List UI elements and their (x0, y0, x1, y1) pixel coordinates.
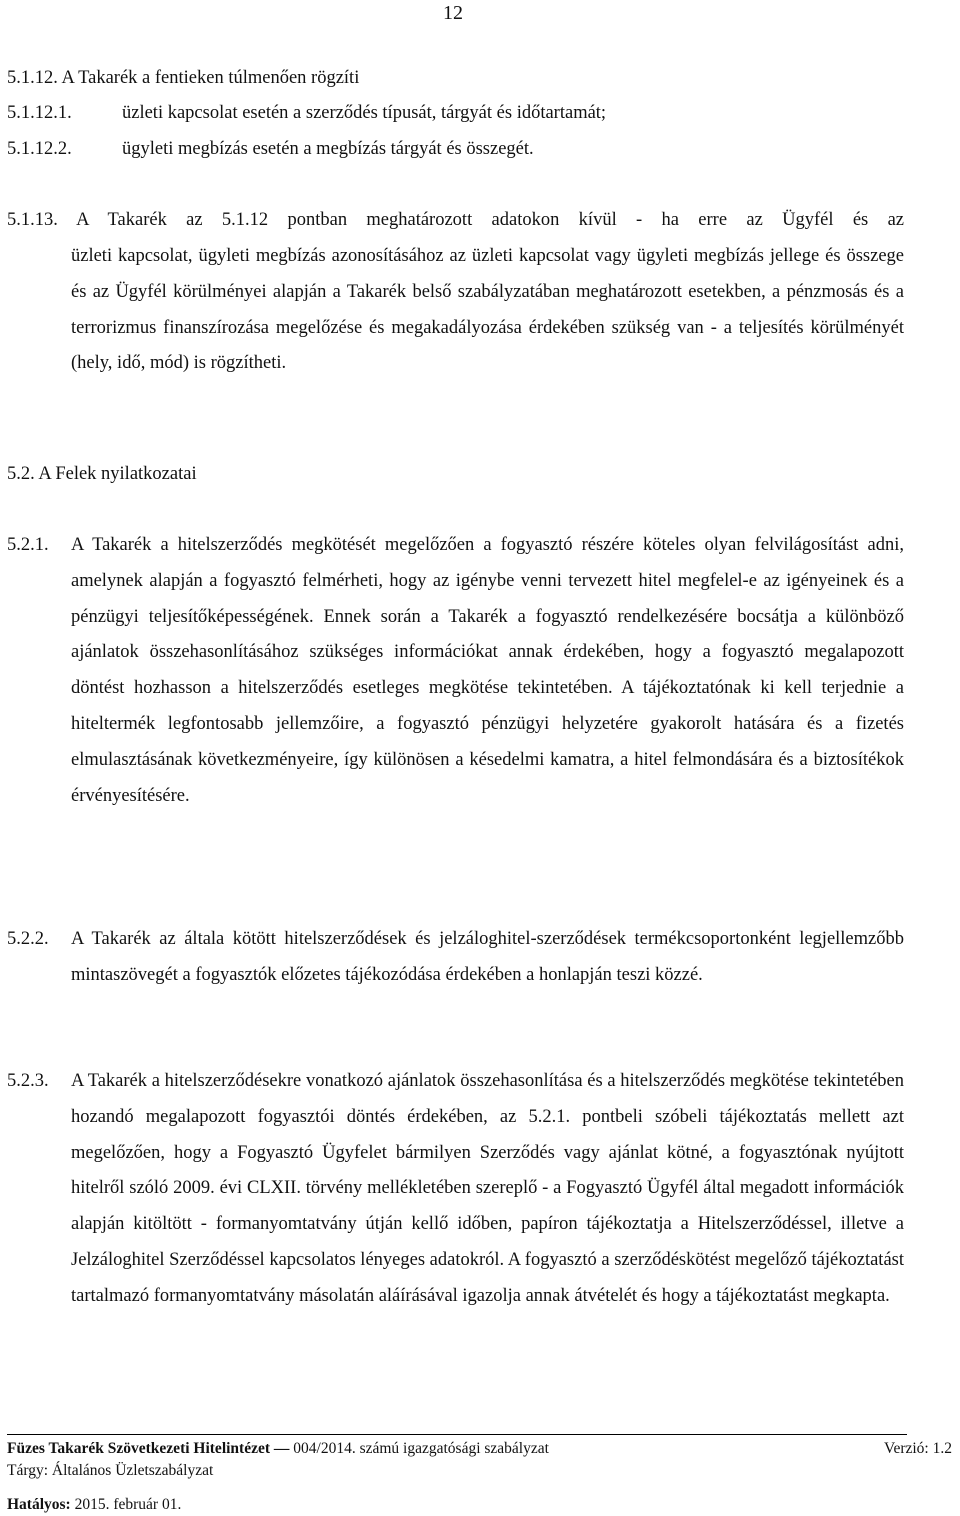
section-5-2-2-text: A Takarék az általa kötött hitelszerződések és jelzáloghitel-szerződések termékcsoportonként legjellemzőbb mintaszövegét a fogyasztók előzetes tájékozódása érdekében a honlapján teszi közzé. (71, 929, 904, 985)
footer-effective-label: Hatályos: (7, 1496, 71, 1513)
section-number-5-2-2: 5.2.2. (7, 929, 49, 949)
footer-subject: Tárgy: Általános Üzletszabályzat (7, 1462, 214, 1479)
item-number: 5.1.12.1. (7, 103, 72, 123)
footer-effective (7, 1496, 181, 1514)
section-heading-5-2: 5.2. A Felek nyilatkozatai (7, 464, 197, 484)
item-number: 5.1.12.2. (7, 139, 72, 159)
footer-effective-date: 2015. február 01. (70, 1496, 182, 1513)
section-5-1-13-first-line: 5.1.13. A Takarék az 5.1.12 pontban meghatározott adatokon kívül - ha erre az Ügyfél és az (7, 210, 904, 230)
section-5-1-13-body: üzleti kapcsolat, ügyleti megbízás azonosításához az üzleti kapcsolat vagy ügyleti megbízás jellege és összege és az Ügyfél körülményei alapján a Takarék belső szabályzatában meghatározott esetekben, a pénzmosás és a terrorizmus finanszírozása megelőzése és megakadályozása érdekében szükség van - a teljesítés körülményét (hely, idő, mód) is rögzítheti. (71, 246, 904, 374)
footer-regulation: 004/2014. számú igazgatósági szabályzat (293, 1440, 549, 1457)
footer-version: Verzió: 1.2 (883, 1440, 952, 1457)
section-5-2-1-text: A Takarék a hitelszerződés megkötését megelőzően a fogyasztó részére köteles olyan felvilágosítást adni, amelynek alapján a fogyasztó felmérheti, hogy az igénybe venni tervezett hitel megfelel-e az igényeinek és a pénzügyi teljesítőképességének. Ennek során a Takarék a fogyasztó rendelkezésére bocsátja a különböző ajánlatok összehasonlításához szükséges információkat annak érdekében, hogy a fogyasztó megalapozott döntést hozhasson a hitelszerződés esetleges megkötése tekintetében. A tájékoztatónak ki kell terjednie a hiteltermék legfontosabb jellemzőire, a fogyasztó pénzügyi helyzetére gyakorolt hatására és a fizetés elmulasztásának következményeire, így különösen a késedelmi kamatra, a hitel felmondására és a biztosítékok érvényesítésére. (71, 535, 904, 806)
section-5-2-3-text: A Takarék a hitelszerződésekre vonatkozó ajánlatok összehasonlítása és a hitelszerződés megkötése tekintetében hozandó megalapozott fogyasztói döntés érdekében, az 5.2.1. pontbeli szóbeli tájékoztatás mellett azt megelőzően, hogy a Fogyasztó Ügyfelet bármilyen Szerződés vagy ajánlat kötné, a fogyasztónak nyújtott hitelről szóló 2009. évi CLXII. törvény mellékletében szereplő - a Fogyasztó Ügyfél által megadott információk alapján kitöltött - formanyomtatvány útján kellő időben, papíron tájékoztatja a Hitelszerződéssel, illetve a Jelzáloghitel Szerződéssel kapcsolatos lényeges adatokról. A fogyasztó a szerződéskötést megelőző tájékoztatást tartalmazó formanyomtatvány másolatán aláírásával igazolja annak átvételét és hogy a tájékoztatást megkapta. (71, 1071, 904, 1306)
item-text: üzleti kapcsolat esetén a szerződés típusát, tárgyát és időtartamát; (122, 103, 607, 123)
footer-line-1 (7, 1440, 549, 1458)
section-number-5-2-1: 5.2.1. (7, 535, 49, 555)
footer-institution: Füzes Takarék Szövetkezeti Hitelintézet (7, 1440, 271, 1457)
page-number: 12 (443, 2, 463, 24)
section-heading-5-1-12: 5.1.12. A Takarék a fentieken túlmenően rögzíti (7, 68, 360, 88)
item-text: ügyleti megbízás esetén a megbízás tárgyát és összegét. (122, 139, 534, 159)
section-number-5-2-3: 5.2.3. (7, 1071, 49, 1091)
footer-rule (7, 1434, 907, 1435)
footer-dash: — (270, 1440, 294, 1457)
